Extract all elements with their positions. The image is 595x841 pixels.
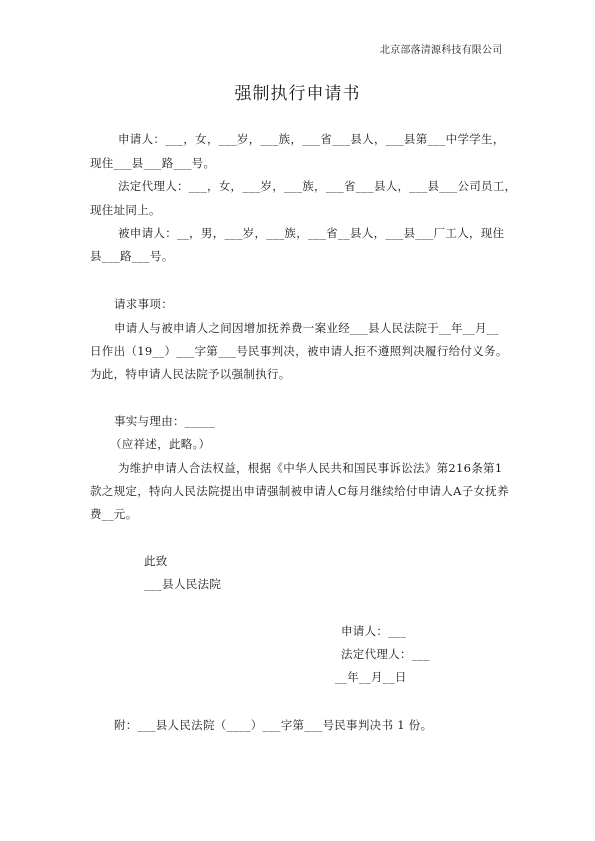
facts-line-3: 费__元。 bbox=[90, 507, 138, 521]
request-heading: 请求事项： bbox=[114, 297, 173, 311]
applicant-line-1: 申请人：___，女，___岁，___族，___省___县人，___县第___中学学生， bbox=[118, 132, 505, 146]
applicant-line-2: 现住___县___路___号。 bbox=[90, 156, 216, 170]
facts-line-1: 为维护申请人合法权益，根据《中华人民共和国民事诉讼法》第216条第1 bbox=[118, 461, 503, 475]
attachment-line: 附：___县人民法院（____）___字第___号民事判决书 1 份。 bbox=[114, 718, 433, 732]
request-line-3: 为此，特申请人民法院予以强制执行。 bbox=[90, 367, 291, 381]
signature-legal-agent: 法定代理人：___ bbox=[341, 647, 430, 661]
document-title: 强制执行申请书 bbox=[234, 84, 361, 104]
facts-note: （应祥述，此略。） bbox=[110, 437, 211, 451]
signature-applicant: 申请人：___ bbox=[341, 624, 407, 638]
closing-salutation: 此致 bbox=[144, 554, 168, 568]
legal-agent-line-1: 法定代理人：___，女，___岁，___族，___省___县人，___县___公司员工， bbox=[118, 179, 517, 193]
request-line-2: 日作出（19__）___字第___号民事判决，被申请人拒不遵照判决履行给付义务。 bbox=[90, 344, 508, 358]
respondent-line-2: 县___路___号。 bbox=[90, 249, 174, 263]
facts-line-2: 款之规定，特向人民法院提出申请强制被申请人C每月继续给付申请人A子女抚养 bbox=[90, 484, 509, 498]
facts-heading: 事实与理由：_____ bbox=[114, 414, 216, 428]
signature-date: __年__月__日 bbox=[335, 670, 407, 684]
closing-court: ___县人民法院 bbox=[144, 577, 222, 591]
legal-agent-line-2: 现住址同上。 bbox=[90, 203, 161, 217]
request-line-1: 申请人与被申请人之间因增加抚养费一案业经___县人民法院于__年__月__ bbox=[114, 321, 499, 335]
respondent-line-1: 被申请人：__，男，___岁，___族，___省__县人，___县___厂工人，现住 bbox=[118, 226, 505, 240]
header-company: 北京部落清源科技有限公司 bbox=[380, 45, 503, 56]
